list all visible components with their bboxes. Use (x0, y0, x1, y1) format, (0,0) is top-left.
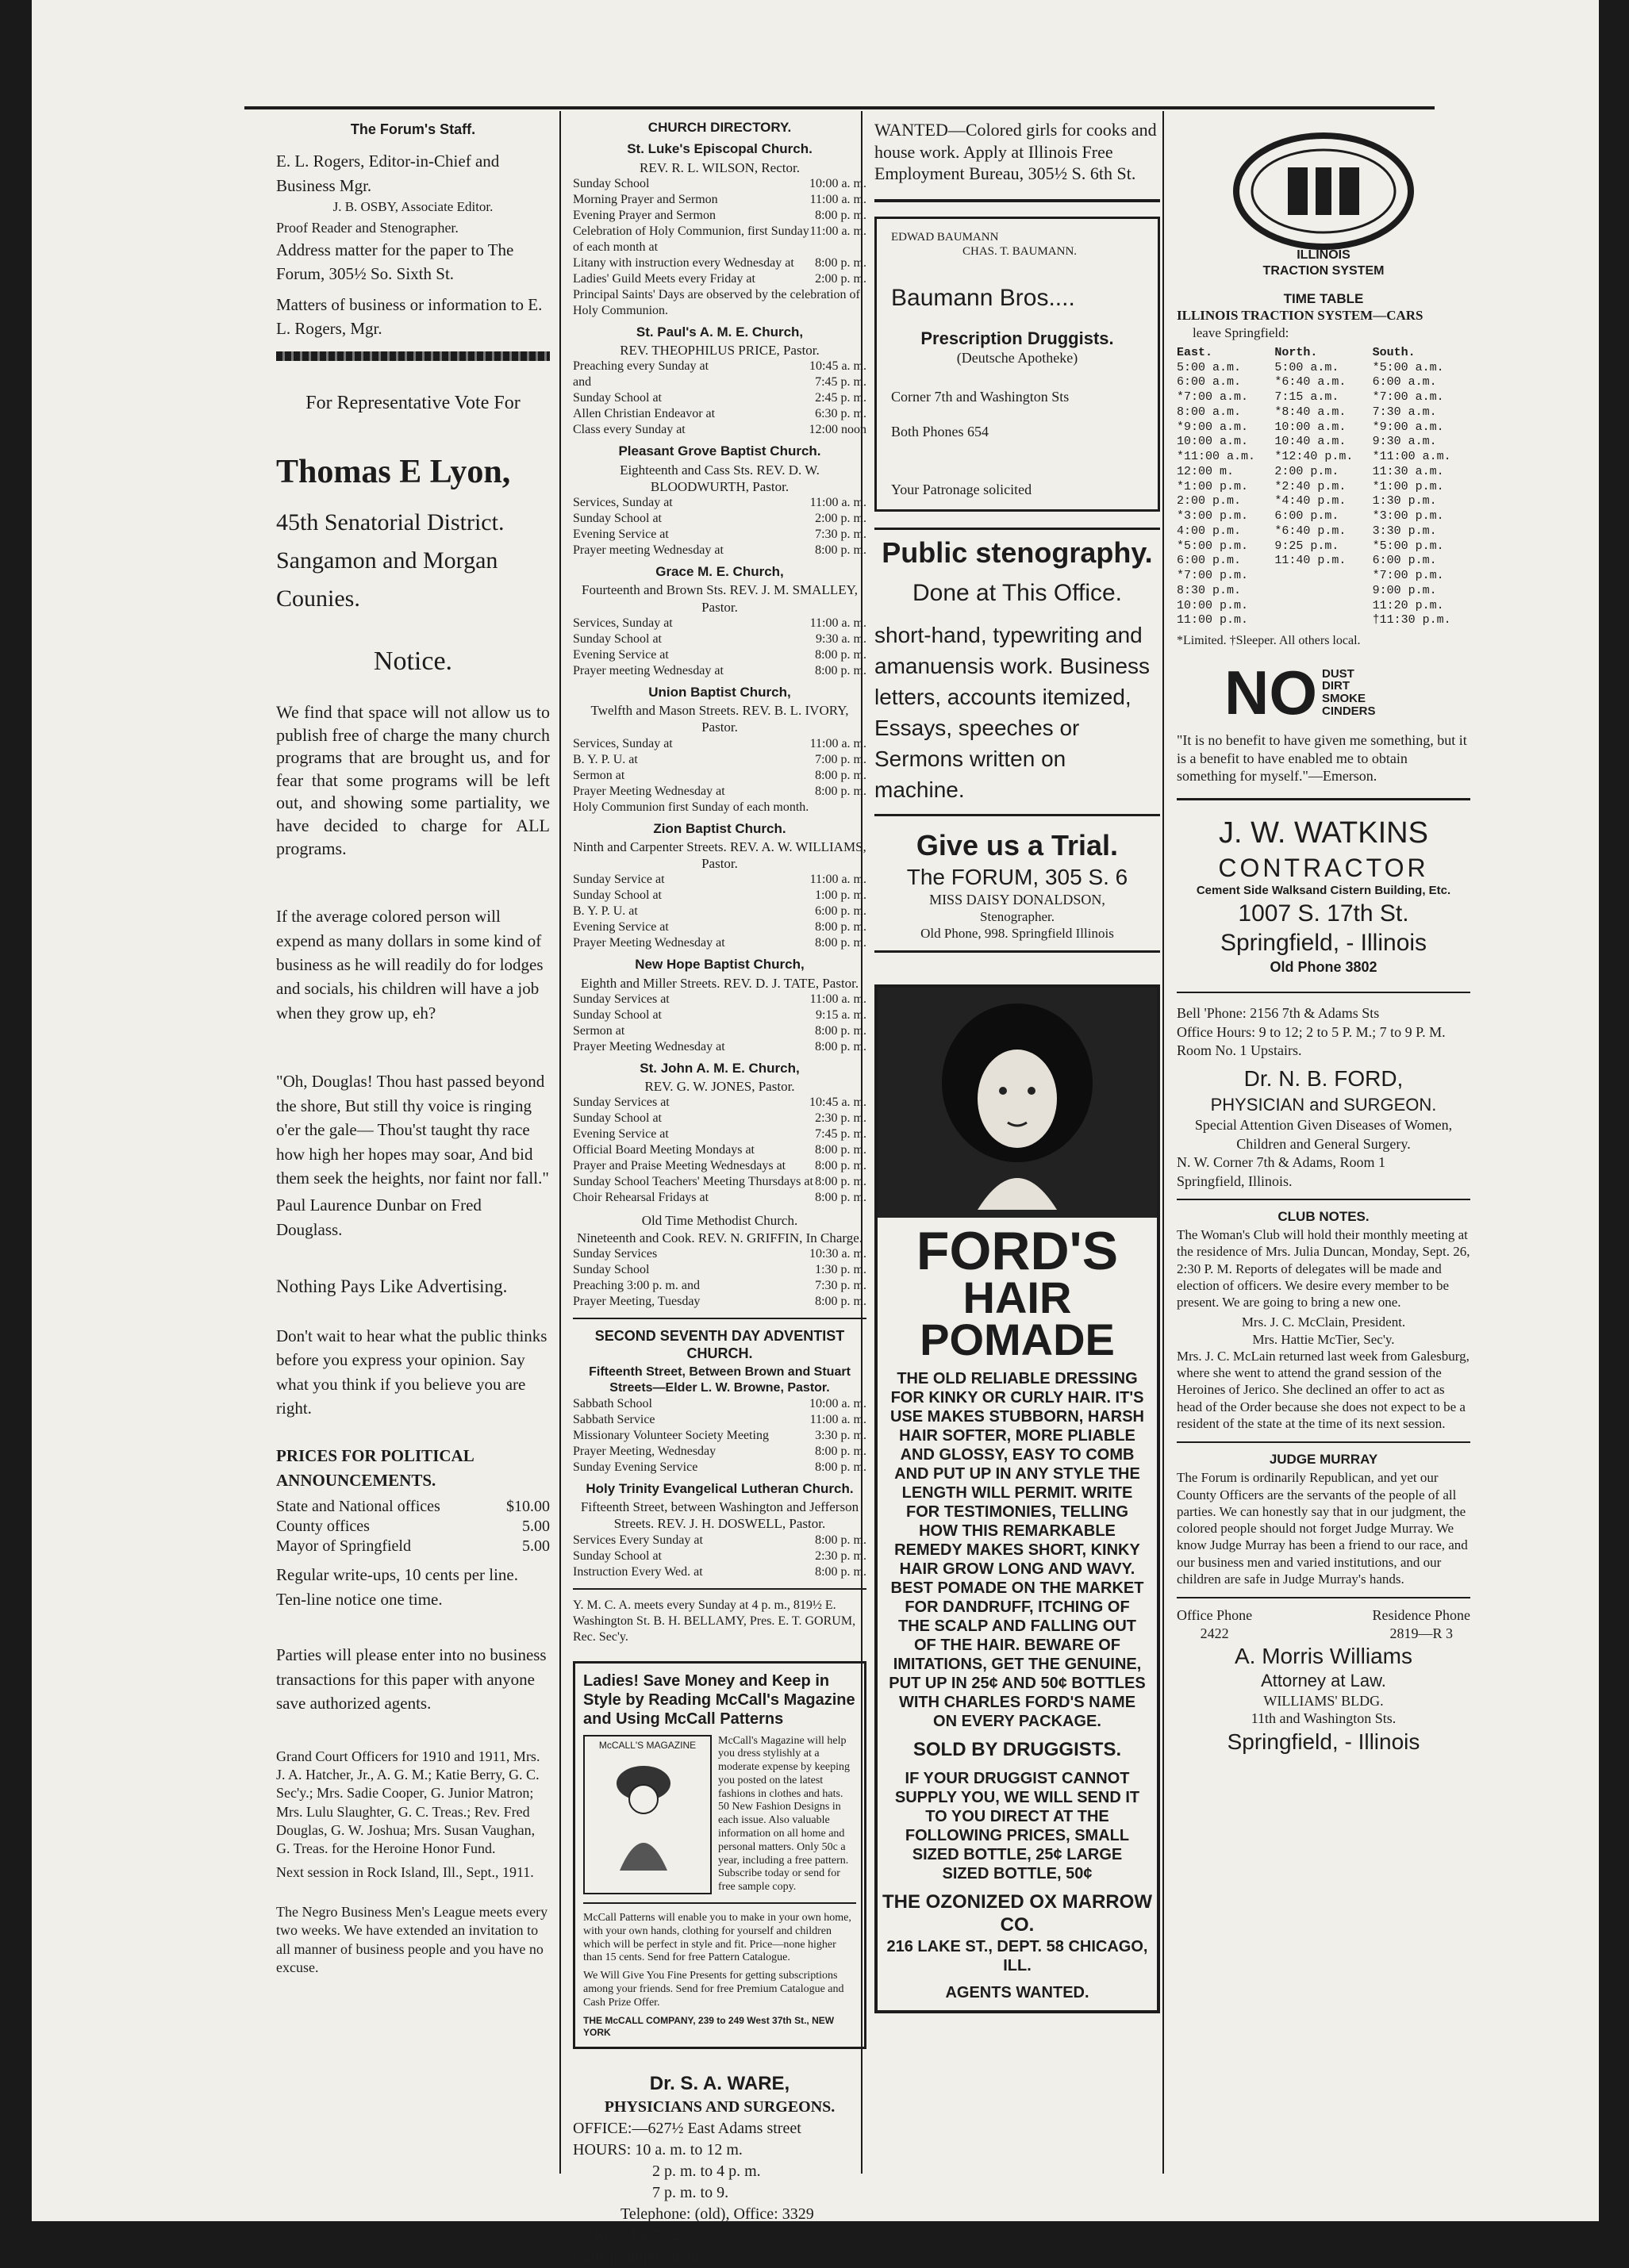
church-row: Allen Christian Endeavor at 6:30 p. m. (573, 407, 866, 421)
williams-bldg: WILLIAMS' BLDG. (1263, 1692, 1384, 1709)
stenography-ad (874, 528, 1160, 816)
time-table-title: TIME TABLE (1283, 291, 1364, 306)
illinois-traction-logo-icon (1232, 132, 1415, 251)
tt-col-south: South. *5:00 a.m. 6:00 a.m. *7:00 a.m. 7:30 a.m. *9:00 a.m. 9:30 a.m. *11:00 a.m. 11:30 a.m. *1:00 p.m. 1:30 p.m. *3:00 p.m. 3:30 p.m. *5:00 p.m. 6:00 p.m. *7:00 p.m. 9:00 p.m. 11:20 p.m. †11:30 p.m. (1372, 345, 1451, 627)
trinity-sub: Fifteenth Street, between Washington and Jefferson Streets. REV. J. H. DOSWELL, Pastor. (580, 1499, 859, 1532)
church-name: Zion Baptist Church. (653, 820, 786, 836)
sda-row: Sabbath School 10:00 a. m. (573, 1396, 866, 1410)
pomade-portrait (878, 988, 1157, 1218)
church-row: Sunday School at 1:00 p. m. (573, 888, 866, 903)
mccall-presents: We Will Give You Fine Presents for getting subscriptions among your friends. Send for free Premium Catalogue and Cash Prize Offer. (583, 1970, 844, 2009)
watkins-city: Springfield, - Illinois (1220, 930, 1427, 957)
grand-court: Grand Court Officers for 1910 and 1911, Mrs. J. A. Hatcher, Jr., A. G. M.; Katie Berry, G. C. Sec'y.; Mrs. Sadie Cooper, G. Junior Matron; Mrs. Lulu Slaughter, G. C. Treas.; Rev. Fred Douglas, G. W. Joshua; Mrs. Susan Vaughan, G. Treas. for the Heroine Honor Fund. (276, 1748, 540, 1857)
sda-row: Sunday Evening Service 8:00 p. m. (573, 1460, 866, 1474)
watkins-name: J. W. WATKINS (1219, 815, 1428, 850)
church-row: Sunday Services at 11:00 a. m. (573, 992, 866, 1006)
baumann-name2: CHAS. T. BAUMANN. (962, 245, 1078, 259)
church-block (573, 443, 866, 558)
watkins-sub: Cement Side Walksand Cistern Building, Etc. (1196, 884, 1451, 897)
church-block (573, 820, 866, 952)
church-row: Sunday School at 2:45 p. m. (573, 391, 866, 405)
church-row: Morning Prayer and Sermon 11:00 a. m. (573, 192, 866, 206)
pomade-body: THE OLD RELIABLE DRESSING FOR KINKY OR CURLY HAIR. IT'S USE MAKES STUBBORN, HARSH HAIR SOFTER, MORE PLIABLE AND GLOSSY, EASY TO COMB AND PUT UP IN ANY STYLE THE LENGTH WILL PERMIT. WRITE FOR TESTIMONIES, TELLING HOW THIS REMARKABLE REMEDY MAKES SHORT, KINKY HAIR GROW LONG AND WAVY. BEST POMADE ON THE MARKET FOR DANDRUFF, ITCHING OF THE SCALP AND FALLING OUT OF THE HAIR. BEWARE OF IMITATIONS, GET THE GENUINE, PUT UP IN 25¢ AND 50¢ BOTTLES WITH CHARLES FORD'S NAME ON EVERY PACKAGE. (889, 1369, 1146, 1730)
judge-title: JUDGE MURRAY (1269, 1452, 1378, 1468)
church-row: Sunday Service at 11:00 a. m. (573, 873, 866, 887)
rep-name: Thomas E Lyon, (276, 454, 511, 491)
williams-card (1177, 1606, 1470, 1756)
directory-title: CHURCH DIRECTORY. (647, 120, 792, 135)
ford-corner: N. W. Corner 7th & Adams, Room 1 (1177, 1154, 1386, 1171)
ware-title: PHYSICIANS AND SURGEONS. (604, 2098, 836, 2116)
williams-name: A. Morris Williams (1235, 1644, 1412, 1669)
lady-illustration-icon (588, 1752, 699, 1878)
staff-line-osby: J. B. OSBY, Associate Editor. (332, 198, 494, 214)
club-text2: Mrs. J. C. McLain returned last week from Galesburg, where she went to attend the grand session of the Heroines of Jerico. She declined an offer to act as head of the Order because she does not expect to be a resident of the state at the time of its next session. (1177, 1348, 1470, 1431)
church-row: Sunday School 1:30 p. m. (573, 1262, 866, 1276)
rep-intro: For Representative Vote For (305, 393, 521, 414)
trinity-title: Holy Trinity Evangelical Lutheran Church. (586, 1480, 854, 1496)
church-block (573, 1060, 866, 1207)
emerson-quote: "It is no benefit to have given me something, but it is a benefit to have enabled me to obtain something for myself."—Emerson. (1177, 731, 1470, 800)
forum-trial (874, 827, 1160, 953)
residence-phone: Residence Phone 2819—R 3 (1372, 1607, 1470, 1641)
church-row: Services, Sunday at 11:00 a. m. (573, 496, 866, 509)
price-row: State and National offices $10.00 (276, 1498, 550, 1516)
decorative-rule (276, 351, 550, 361)
baumann-phone: Both Phones 654 (891, 424, 989, 439)
staff-line-proof: Proof Reader and Stenographer. (276, 219, 459, 236)
pomade-sold: SOLD BY DRUGGISTS. (912, 1738, 1122, 1760)
staff-line-address: Address matter for the paper to The Forum, 305½ So. Sixth St. (276, 240, 514, 284)
sda-title: SECOND SEVENTH DAY ADVENTIST CHURCH. (594, 1327, 845, 1362)
church-name: St. Luke's Episcopal Church. (627, 141, 813, 157)
church-row: Prayer and Praise Meeting Wednesdays at 8:00 p. m. (573, 1159, 866, 1173)
time-table-legend: *Limited. †Sleeper. All others local. (1177, 634, 1361, 647)
column-4 (1177, 119, 1470, 1756)
church-row: Sunday School at 2:30 p. m. (573, 1111, 866, 1126)
ymca-notice: Y. M. C. A. meets every Sunday at 4 p. m., 819½ E. Washington St. B. H. BELLAMY, Pres. E. T. GORUM, Rec. Sec'y. (573, 1598, 856, 1644)
no-list: DUST DIRT SMOKE CINDERS (1322, 666, 1376, 718)
ware-card (573, 2071, 866, 2268)
time-table-grid (1177, 346, 1470, 628)
public-opinion: Don't wait to hear what the public thinks before you express your opinion. Say what you think if you believe you are right. (276, 1326, 547, 1418)
church-row: Class every Sunday at 12:00 noon (573, 423, 866, 437)
williams-address: 11th and Washington Sts. (1251, 1710, 1397, 1727)
ware-hours2: 2 p. m. to 4 p. m. (652, 2162, 761, 2181)
column-3 (874, 119, 1160, 2013)
mccall-body: McCall's Magazine will help you dress stylishly at a moderate expense by keeping you posted on the latest fashions in clothes and hats. 50 New Fashion Designs in each issue. Also valuable information on all home and personal matters. Only 50c a year, including a free pattern. Subscribe today or send for free sample copy. (718, 1734, 850, 1894)
wanted-ad: WANTED—Colored girls for cooks and house work. Apply at Illinois Free Employment Bureau, 305½ S. 6th St. (874, 120, 1157, 183)
church-name: St. John A. M. E. Church, (640, 1060, 800, 1076)
para-dollars: If the average colored person will expend as many dollars in some kind of business as he will readily do for lodges and socials, his children will have a job when they grow up, eh? (276, 907, 544, 1023)
church-row: Sunday School Teachers' Meeting Thursdays at 8:00 p. m. (573, 1175, 866, 1189)
price-row: Mayor of Springfield 5.00 (276, 1537, 550, 1556)
trial-headline: Give us a Trial. (916, 828, 1119, 862)
donaldson-name: MISS DAISY DONALDSON, (929, 891, 1105, 908)
church-name: Union Baptist Church, (648, 684, 791, 700)
church-sub: Eighth and Miller Streets. REV. D. J. TATE, Pastor. (580, 975, 859, 991)
church-sub: Fourteenth and Brown Sts. REV. J. M. SMALLEY, Pastor. (582, 582, 858, 615)
ware-calls: Calls promptly made. (573, 2248, 710, 2266)
pomade-address: 216 LAKE ST., DEPT. 58 CHICAGO, ILL. (886, 1937, 1148, 1974)
church-row: and 7:45 p. m. (573, 375, 866, 390)
rep-counties: Sangamon and Morgan Counies. (276, 547, 498, 612)
mccall-ad (573, 1661, 866, 2049)
watkins-ad (1177, 815, 1470, 977)
club-notes-title: CLUB NOTES. (1277, 1208, 1370, 1224)
church-block (573, 140, 866, 319)
ware-hours3: 7 p. m. to 9. (652, 2184, 729, 2202)
column-rule-3 (1162, 111, 1164, 2174)
club-text1: The Woman's Club will hold their monthly meeting at the residence of Mrs. Julia Duncan, Monday, Sept. 26, 2:30 P. M. Reports of delegates will be made and election of officers. We desire every member to be present. We are going to bring a new one. (1177, 1227, 1470, 1311)
church-row: Sunday School at 9:30 a. m. (573, 631, 866, 646)
staff-title: The Forum's Staff. (350, 121, 476, 137)
write-ups: Regular write-ups, 10 cents per line. Ten-line notice one time. (276, 1565, 518, 1609)
sda-row: Missionary Volunteer Society Meeting 3:30 p. m. (573, 1428, 866, 1442)
column-2 (573, 119, 866, 2268)
trinity-row: Sunday School at 2:30 p. m. (573, 1548, 866, 1563)
ware-name: Dr. S. A. WARE, (649, 2072, 790, 2094)
church-sub: REV. THEOPHILUS PRICE, Pastor. (620, 343, 820, 358)
church-block (573, 563, 866, 679)
rep-district: 45th Senatorial District. (276, 508, 505, 535)
steno-done: Done at This Office. (912, 580, 1123, 606)
church-sub: Nineteenth and Cook. REV. N. GRIFFIN, In Charge. (576, 1230, 863, 1245)
ford-phone: Bell 'Phone: 2156 7th & Adams Sts (1177, 1005, 1380, 1022)
baumann-sub1: Prescription Druggists. (920, 328, 1114, 348)
williams-city: Springfield, - Illinois (1227, 1729, 1420, 1754)
staff-line-matters: Matters of business or information to E. L. Rogers, Mgr. (276, 294, 543, 339)
poem-author: Paul Laurence Dunbar on Fred Douglass. (276, 1195, 482, 1239)
club-president: Mrs. J. C. McClain, President. (1241, 1314, 1406, 1330)
church-name: Old Time Methodist Church. (641, 1213, 798, 1229)
club-secretary: Mrs. Hattie McTier, Sec'y. (1252, 1331, 1395, 1347)
logo-bottom-text: TRACTION SYSTEM (1262, 264, 1385, 278)
church-sub: REV. R. L. WILSON, Rector. (640, 159, 800, 175)
no-big: NO (1224, 658, 1317, 727)
price-row: County offices 5.00 (276, 1518, 550, 1536)
top-rule (244, 106, 1435, 109)
watkins-address: 1007 S. 17th St. (1238, 900, 1409, 927)
ford-title: PHYSICIAN and SURGEON. (1210, 1094, 1437, 1115)
mccall-magazine-title: McCALL'S MAGAZINE (598, 1739, 697, 1751)
column-1 (276, 119, 550, 1987)
church-row: Preaching 3:00 p. m. and 7:30 p. m. (573, 1278, 866, 1292)
church-sub: Eighteenth and Cass Sts. REV. D. W. BLOODWURTH, Pastor. (620, 462, 820, 494)
church-row: Prayer Meeting, Tuesday 8:00 p. m. (573, 1294, 866, 1308)
staff-line-editor: E. L. Rogers, Editor-in-Chief and Business Mgr. (276, 152, 500, 195)
church-sub: Ninth and Carpenter Streets. REV. A. W. WILLIAMS, Pastor. (573, 839, 866, 871)
baumann-name1: EDWAD BAUMANN (891, 230, 999, 244)
trinity-row: Instruction Every Wed. at 8:00 p. m. (573, 1564, 866, 1579)
tt-col-east: East. 5:00 a.m. 6:00 a.m. *7:00 a.m. 8:00 a.m. *9:00 a.m. 10:00 a.m. *11:00 a.m. 12:00 m. *1:00 p.m. 2:00 p.m. *3:00 p.m. 4:00 p.m. *5:00 p.m. 6:00 p.m. *7:00 p.m. 8:30 p.m. 10:00 p.m. 11:00 p.m. (1177, 345, 1256, 627)
ford-city: Springfield, Illinois. (1177, 1172, 1293, 1189)
ford-room: Room No. 1 Upstairs. (1177, 1042, 1302, 1059)
mccall-address: THE McCALL COMPANY, 239 to 249 West 37th St., NEW YORK (583, 2014, 835, 2038)
church-row: Sunday School at 2:00 p. m. (573, 512, 866, 525)
time-table-sub: ILLINOIS TRACTION SYSTEM—CARS (1177, 308, 1423, 324)
ford-hours: Office Hours: 9 to 12; 2 to 5 P. M.; 7 to 9 P. M. (1177, 1023, 1446, 1040)
business-league: The Negro Business Men's League meets every two weeks. We have extended an invitation to all manner of business people and you have no excuse. (276, 1903, 548, 1976)
church-block (573, 684, 866, 815)
church-row: Prayer Meeting Wednesday at 8:00 p. m. (573, 1039, 866, 1053)
church-block (573, 1212, 866, 1310)
church-row: Celebration of Holy Communion, first Sunday of each month at 11:00 a. m. (573, 224, 866, 254)
poem: "Oh, Douglas! Thou hast passed beyond the shore, But still thy voice is ringing o'er the gale— Thou'st taught thy race how high her hopes may soar, And bid them seek the heights, nor faint nor fall." (276, 1072, 549, 1188)
sda-sub: Fifteenth Street, Between Brown and Stuart Streets—Elder L. W. Browne, Pastor. (589, 1364, 851, 1395)
ware-phone1: Telephone: (old), Office: 3329 (620, 2205, 814, 2224)
notice-text: We find that space will not allow us to publish free of charge the many church programs that are brought us, and for fear that some programs will be left out, and showing some partiality, we have decided to charge for ALL programs. (276, 701, 550, 858)
mccall-headline: Ladies! Save Money and Keep in Style by Reading McCall's Magazine and Using McCall Patterns (583, 1671, 855, 1728)
church-name: New Hope Baptist Church, (635, 957, 805, 973)
baumann-patronage: Your Patronage solicited (891, 481, 1032, 497)
church-row: Sunday School at 9:15 a. m. (573, 1007, 866, 1022)
williams-title: Attorney at Law. (1261, 1671, 1386, 1691)
ford-special: Special Attention Given Diseases of Women, Children and General Surgery. (1194, 1117, 1453, 1152)
church-name: St. Paul's A. M. E. Church, (636, 324, 804, 340)
church-name: Pleasant Grove Baptist Church. (618, 443, 821, 459)
church-block (573, 956, 866, 1055)
steno-body: short-hand, typewriting and amanuensis work. Business letters, accounts itemized, Essays, speeches or Sermons written on machine. (874, 622, 1151, 803)
woman-portrait-icon (922, 996, 1112, 1210)
church-row: Evening Service at 7:45 p. m. (573, 1127, 866, 1142)
church-row: Litany with instruction every Wednesday at 8:00 p. m. (573, 255, 866, 270)
watkins-phone: Old Phone 3802 (1270, 958, 1377, 975)
church-row: B. Y. P. U. at 7:00 p. m. (573, 752, 866, 766)
ware-office: OFFICE:—627½ East Adams street (573, 2120, 801, 2138)
old-phone: Old Phone, 998. Springfield Illinois (920, 926, 1114, 942)
baumann-address: Corner 7th and Washington Sts (891, 388, 1070, 405)
ford-name: Dr. N. B. FORD, (1243, 1066, 1404, 1092)
church-row: Sermon at 8:00 p. m. (573, 768, 866, 782)
church-row: Choir Rehearsal Fridays at 8:00 p. m. (573, 1191, 866, 1205)
church-row: Principal Saints' Days are observed by the celebration of Holy Communion. (573, 287, 860, 317)
notice-title: Notice. (373, 646, 453, 676)
church-row: Prayer meeting Wednesday at 8:00 p. m. (573, 663, 866, 677)
church-row: Services, Sunday at 11:00 a. m. (573, 616, 866, 630)
no-dust-ad (1177, 658, 1470, 727)
watkins-title: CONTRACTOR (1218, 854, 1429, 882)
steno-title: Public stenography. (882, 536, 1153, 569)
baumann-sub2: (Deutsche Apotheke) (956, 350, 1078, 366)
ford-card (1177, 992, 1470, 1191)
parties-notice: Parties will please enter into no business transactions for this paper with anyone save authorized agents. (276, 1645, 547, 1713)
church-name: Grace M. E. Church, (655, 564, 784, 579)
prices-title: PRICES FOR POLITICAL ANNOUNCEMENTS. (276, 1446, 474, 1490)
church-row: B. Y. P. U. at 6:00 p. m. (573, 904, 866, 919)
church-row: Holy Communion first Sunday of each month. (573, 800, 809, 814)
church-row: Prayer meeting Wednesday at 8:00 p. m. (573, 543, 866, 557)
fords-title: FORD'S (916, 1220, 1119, 1281)
ware-hours1: HOURS: 10 a. m. to 12 m. (573, 2141, 743, 2159)
church-row: Services, Sunday at 11:00 a. m. (573, 736, 866, 750)
church-sub: REV. G. W. JONES, Pastor. (644, 1079, 795, 1094)
baumann-title: Baumann Bros.... (891, 285, 1075, 311)
trinity-row: Services Every Sunday at 8:00 p. m. (573, 1533, 866, 1547)
hair-pomade-title: HAIR POMADE (920, 1272, 1115, 1365)
pomade-body2: IF YOUR DRUGGIST CANNOT SUPPLY YOU, WE WILL SEND IT TO YOU DIRECT AT THE FOLLOWING PRICES, SMALL SIZED BOTTLE, 25¢ LARGE SIZED BOTTLE, 50¢ (894, 1770, 1140, 1883)
sda-row: Sabbath Service 11:00 a. m. (573, 1412, 866, 1426)
judge-text: The Forum is ordinarily Republican, and yet our County Officers are the servants of the people of all parties. We can honestly say that in our judgment, the colored people should not forget Judge Murray. We know Judge Murray has been a friend to our race, and our business men and varied institutions, and our children are safe in Judge Murray's hands. (1177, 1470, 1468, 1587)
forum-address: The FORUM, 305 S. 6 (906, 864, 1128, 889)
church-row: Evening Service at 7:30 p. m. (573, 528, 866, 541)
church-row: Sermon at 8:00 p. m. (573, 1023, 866, 1038)
traction-logo (1177, 132, 1470, 251)
church-sub: Twelfth and Mason Streets. REV. B. L. IVORY, Pastor. (590, 703, 849, 735)
mccall-patterns: McCall Patterns will enable you to make in your own home, with your own hands, clothing for yourself and children which will be perfect in style and fit. Price—none higher than 15 cents. Send for free Pattern Catalogue. (583, 1912, 851, 1964)
church-row: Official Board Meeting Mondays at 8:00 p. m. (573, 1143, 866, 1157)
church-row: Sunday School 10:00 a. m. (573, 176, 866, 190)
fords-pomade-ad (874, 984, 1160, 2013)
ware-phone2: " " Res., 1607--2 (573, 2227, 680, 2245)
church-row: Evening Service at 8:00 p. m. (573, 647, 866, 662)
column-rule-1 (559, 111, 561, 2174)
church-row: Evening Service at 8:00 p. m. (573, 920, 866, 934)
mccall-magazine-cover (583, 1735, 712, 1895)
newspaper-page (32, 0, 1599, 2266)
baumann-ad (874, 217, 1160, 512)
logo-top-text: ILLINOIS (1297, 248, 1350, 262)
office-phone: Office Phone 2422 (1177, 1607, 1253, 1641)
church-row: Sunday Services at 10:45 a. m. (573, 1096, 866, 1110)
next-session: Next session in Rock Island, Ill., Sept., 1911. (276, 1863, 534, 1880)
sda-row: Prayer Meeting, Wednesday 8:00 p. m. (573, 1444, 866, 1458)
advertising-slogan: Nothing Pays Like Advertising. (276, 1276, 508, 1297)
pomade-agents: AGENTS WANTED. (945, 1983, 1089, 2001)
stenographer-label: Stenographer. (980, 909, 1055, 925)
church-row: Evening Prayer and Sermon 8:00 p. m. (573, 208, 866, 222)
church-block (573, 324, 866, 439)
church-row: Sunday Services 10:30 a. m. (573, 1246, 866, 1261)
church-row: Preaching every Sunday at 10:45 a. m. (573, 359, 866, 374)
church-row: Prayer Meeting Wednesday at 8:00 p. m. (573, 936, 866, 950)
church-row: Prayer Meeting Wednesday at 8:00 p. m. (573, 784, 866, 798)
tt-col-north: North. 5:00 a.m. *6:40 a.m. 7:15 a.m. *8:40 a.m. 10:00 a.m. 10:40 a.m. *12:40 p.m. 2:00 p.m. *2:40 p.m. *4:40 p.m. 6:00 p.m. *6:40 p.m. 9:25 p.m. 11:40 p.m. (1274, 345, 1354, 568)
church-row: Ladies' Guild Meets every Friday at 2:00 p. m. (573, 271, 866, 286)
pomade-company: THE OZONIZED OX MARROW CO. (882, 1891, 1152, 1936)
time-table-leave: leave Springfield: (1193, 324, 1289, 340)
